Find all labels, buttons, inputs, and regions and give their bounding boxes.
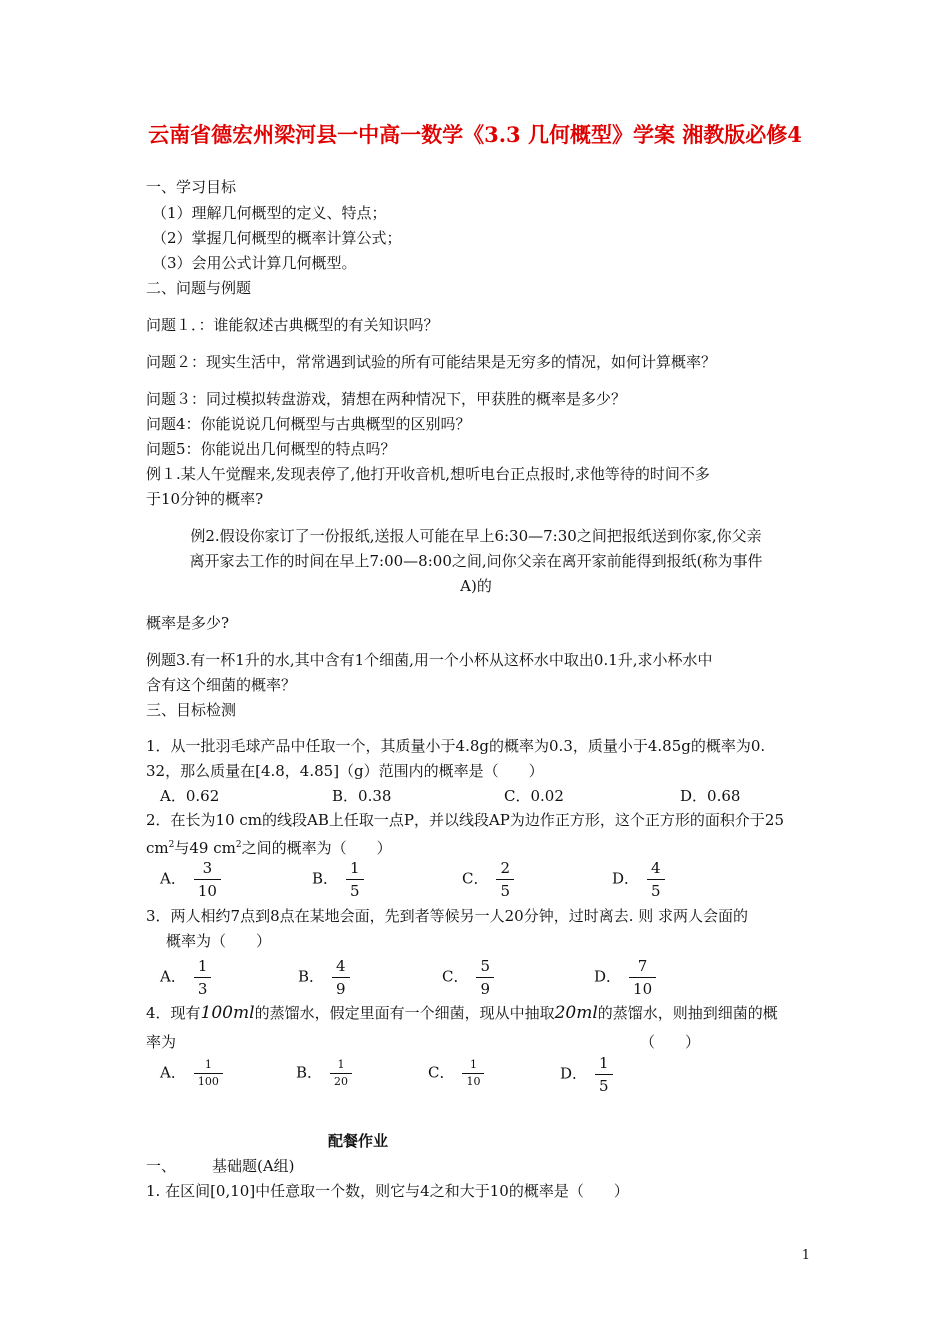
range-text: 与49 cm bbox=[174, 839, 236, 857]
fraction bbox=[476, 955, 494, 1000]
numerator: 1 bbox=[330, 1057, 352, 1074]
homework-group-number: 一、 bbox=[146, 1157, 177, 1175]
problem-1-option-a: A．0.62 bbox=[160, 787, 220, 805]
example-2-line-3: A)的 bbox=[460, 577, 492, 595]
problem-3-option-a bbox=[160, 955, 211, 1000]
question-3: 问题３：同过模拟转盘游戏，猜想在两种情况下，甲获胜的概率是多少？ bbox=[146, 390, 627, 408]
numerator: 7 bbox=[629, 955, 656, 978]
option-label: A． bbox=[160, 869, 186, 888]
problem-2-line-1: 2．在长为10 cm的线段AB上任取一点P，并以线段AP为边作正方形，这个正方形的面积介于25 bbox=[146, 811, 784, 829]
unit-text: cm bbox=[146, 839, 169, 857]
denominator: 100 bbox=[197, 1075, 219, 1088]
problem-3-option-d bbox=[594, 955, 656, 1000]
denominator: 3 bbox=[197, 980, 208, 998]
problem-1-line-2: 32，那么质量在[4.8，4.85]（g）范围内的概率是（ ） bbox=[146, 762, 544, 780]
denominator: 10 bbox=[466, 1075, 481, 1088]
option-label: D． bbox=[594, 967, 622, 986]
fraction bbox=[194, 857, 221, 902]
option-label: D． bbox=[612, 869, 640, 888]
question-tail: 之间的概率为（ ） bbox=[241, 839, 392, 857]
numerator: 4 bbox=[647, 857, 665, 880]
denominator: 9 bbox=[480, 980, 491, 998]
exponent: 2 bbox=[168, 840, 175, 850]
volume-20ml: 20ml bbox=[554, 1003, 598, 1023]
problem-4-lead: 4．现有 bbox=[146, 1004, 201, 1022]
denominator: 9 bbox=[336, 980, 346, 998]
example-3-line-2: 含有这个细菌的概率？ bbox=[146, 676, 297, 694]
example-2-line-4: 概率是多少? bbox=[146, 614, 230, 632]
problem-2-option-b bbox=[312, 857, 364, 902]
fraction bbox=[194, 1057, 223, 1090]
denominator: 10 bbox=[197, 882, 217, 900]
denominator: 20 bbox=[334, 1075, 349, 1088]
exponent: 2 bbox=[235, 840, 242, 850]
question-5: 问题5：你能说出几何概型的特点吗？ bbox=[146, 440, 396, 458]
fraction bbox=[496, 857, 514, 902]
problem-3-line-2: 概率为（ ） bbox=[166, 932, 272, 950]
example-2-line-1: 例2.假设你家订了一份报纸,送报人可能在早上6:30—7:30之间把报纸送到你家,你父亲 bbox=[190, 527, 762, 545]
question-1: 问题１．：谁能叙述古典概型的有关知识吗？ bbox=[146, 316, 439, 334]
numerator: 1 bbox=[346, 857, 364, 880]
denominator: 5 bbox=[599, 1077, 609, 1095]
fraction bbox=[595, 1052, 613, 1097]
homework-group-title: 基础题(A组) bbox=[212, 1157, 295, 1175]
homework-question-1: 1. 在区间[0,10]中任意取一个数，则它与4之和大于10的概率是（ ） bbox=[146, 1182, 629, 1200]
example-2-line-2: 离开家去工作的时间在早上7:00—8:00之间,问你父亲在离开家前能得到报纸(称为事件 bbox=[189, 552, 763, 570]
problem-4-line-2: 率为 bbox=[146, 1033, 177, 1051]
fraction bbox=[629, 955, 656, 1000]
problem-4-answer-paren: （ ） bbox=[640, 1033, 701, 1051]
denominator: 5 bbox=[500, 882, 511, 900]
section-heading-questions: 二、问题与例题 bbox=[146, 279, 252, 297]
fraction bbox=[346, 857, 364, 902]
problem-4-option-d bbox=[560, 1052, 613, 1097]
problem-2-option-d bbox=[612, 857, 665, 902]
fraction bbox=[332, 955, 350, 1000]
example-1-line-2: 于10分钟的概率? bbox=[146, 490, 264, 508]
fraction bbox=[462, 1057, 484, 1090]
option-label: C． bbox=[428, 1063, 455, 1082]
page-number: 1 bbox=[801, 1248, 810, 1263]
problem-4-option-b bbox=[296, 1057, 352, 1090]
problem-4-option-c bbox=[428, 1057, 484, 1090]
example-1-line-1: 例１.某人午觉醒来,发现表停了,他打开收音机,想听电台正点报时,求他等待的时间不多 bbox=[146, 465, 710, 483]
numerator: 1 bbox=[462, 1057, 484, 1074]
numerator: 4 bbox=[332, 955, 350, 978]
section-heading-goals: 一、学习目标 bbox=[146, 178, 237, 196]
problem-2-option-a bbox=[160, 857, 221, 902]
numerator: 1 bbox=[194, 955, 212, 978]
question-2: 问题２：现实生活中，常常遇到试验的所有可能结果是无穷多的情况，如何计算概率？ bbox=[146, 353, 717, 371]
numerator: 3 bbox=[194, 857, 221, 880]
option-label: B． bbox=[312, 869, 339, 888]
goal-item-3: （3）会用公式计算几何概型。 bbox=[152, 254, 357, 272]
option-label: C． bbox=[442, 967, 469, 986]
fraction bbox=[647, 857, 665, 902]
problem-2-line-2 bbox=[146, 835, 392, 858]
problem-4-line-1 bbox=[146, 1003, 778, 1023]
denominator: 10 bbox=[633, 980, 653, 998]
goal-item-1: （1）理解几何概型的定义、特点； bbox=[152, 204, 387, 222]
fraction bbox=[194, 955, 212, 1000]
problem-1-option-b: B．0.38 bbox=[332, 787, 392, 805]
document-title: 云南省德宏州梁河县一中高一数学《3.3 几何概型》学案 湘教版必修4 bbox=[148, 122, 802, 147]
numerator: 2 bbox=[496, 857, 514, 880]
question-4: 问题4：你能说说几何概型与古典概型的区别吗？ bbox=[146, 415, 471, 433]
example-3-line-1: 例题3.有一杯1升的水,其中含有1个细菌,用一个小杯从这杯水中取出0.1升,求小杯水中 bbox=[146, 651, 713, 669]
numerator: 1 bbox=[194, 1057, 223, 1074]
problem-4-option-a bbox=[160, 1057, 223, 1090]
problem-1-line-1: 1．从一批羽毛球产品中任取一个，其质量小于4.8g的概率为0.3，质量小于4.85g的概率为0. bbox=[146, 737, 766, 755]
problem-2-option-c bbox=[462, 857, 514, 902]
problem-4-tail: 的蒸馏水，则抽到细菌的概 bbox=[597, 1004, 778, 1022]
homework-heading: 配餐作业 bbox=[328, 1132, 389, 1150]
numerator: 1 bbox=[595, 1052, 613, 1075]
problem-4-mid: 的蒸馏水，假定里面有一个细菌，现从中抽取 bbox=[254, 1004, 555, 1022]
problem-1-option-d: D．0.68 bbox=[680, 787, 741, 805]
goal-item-2: （2）掌握几何概型的概率计算公式； bbox=[152, 229, 402, 247]
fraction bbox=[330, 1057, 352, 1090]
option-label: B． bbox=[296, 1063, 323, 1082]
option-label: D． bbox=[560, 1064, 588, 1083]
denominator: 5 bbox=[651, 882, 661, 900]
denominator: 5 bbox=[350, 882, 360, 900]
option-label: A． bbox=[160, 967, 186, 986]
volume-100ml: 100ml bbox=[200, 1003, 255, 1023]
problem-3-option-b bbox=[298, 955, 350, 1000]
option-label: A． bbox=[160, 1063, 186, 1082]
problem-3-line-1: 3．两人相约7点到8点在某地会面，先到者等候另一人20分钟，过时离去. 则 求两人会面的 bbox=[146, 907, 749, 925]
option-label: B． bbox=[298, 967, 325, 986]
section-heading-check: 三、目标检测 bbox=[146, 701, 237, 719]
problem-1-option-c: C．0.02 bbox=[504, 787, 564, 805]
numerator: 5 bbox=[476, 955, 494, 978]
option-label: C． bbox=[462, 869, 489, 888]
problem-3-option-c bbox=[442, 955, 494, 1000]
